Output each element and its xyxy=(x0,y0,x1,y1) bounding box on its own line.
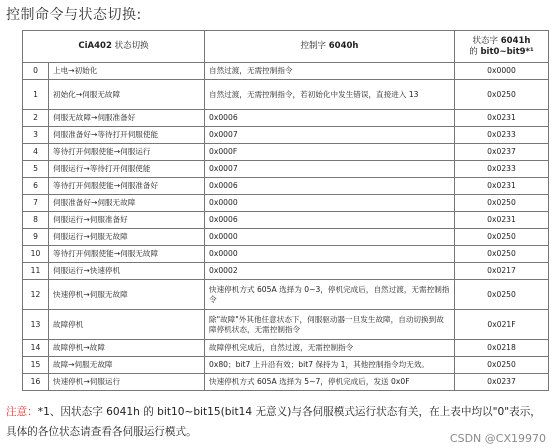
status-word-cell: 0x0250 xyxy=(455,280,549,310)
table-row xyxy=(23,246,549,263)
table-row xyxy=(23,340,549,357)
row-number: 8 xyxy=(23,212,49,229)
table-header-row xyxy=(23,31,549,63)
row-number: 14 xyxy=(23,340,49,357)
status-word-cell: 0x0250 xyxy=(455,229,549,246)
header-control-word: 控制字 6040h xyxy=(205,31,455,63)
transition-cell: 等待打开伺服使能→伺服无故障 xyxy=(49,246,205,263)
row-number: 12 xyxy=(23,280,49,310)
note-label: 注意： xyxy=(6,406,38,418)
transition-cell: 等待打开伺服使能→伺服运行 xyxy=(49,144,205,161)
header-status-word: 状态字 6041h 的 bit0~bit9*¹ xyxy=(455,31,549,63)
transition-cell: 初始化→伺服无故障 xyxy=(49,80,205,110)
table-row xyxy=(23,310,549,340)
row-number: 16 xyxy=(23,374,49,391)
status-word-cell: 0x0231 xyxy=(455,212,549,229)
transition-cell: 故障停机 xyxy=(49,310,205,340)
row-number: 5 xyxy=(23,161,49,178)
status-word-cell: 0x0000 xyxy=(455,63,549,80)
transition-cell: 等待打开伺服使能→伺服准备好 xyxy=(49,178,205,195)
transition-cell: 伺服准备好→等待打开伺服使能 xyxy=(49,127,205,144)
status-word-cell: 0x0237 xyxy=(455,144,549,161)
header-transition: CiA402 状态切换 xyxy=(23,31,205,63)
transition-cell: 伺服运行→等待打开伺服使能 xyxy=(49,161,205,178)
status-word-cell: 0x0231 xyxy=(455,178,549,195)
transition-cell: 快速停机→伺服运行 xyxy=(49,374,205,391)
table-body xyxy=(23,63,549,391)
control-word-cell: 0x0006 xyxy=(205,110,455,127)
control-word-cell: 0x0000 xyxy=(205,195,455,212)
row-number: 3 xyxy=(23,127,49,144)
status-word-cell: 0x021F xyxy=(455,310,549,340)
control-word-cell: 0x0007 xyxy=(205,127,455,144)
control-word-cell: 自然过渡，无需控制指令，若初始化中发生错误，直接进入 13 xyxy=(205,80,455,110)
row-number: 15 xyxy=(23,357,49,374)
table-row xyxy=(23,161,549,178)
status-word-cell: 0x0218 xyxy=(455,340,549,357)
control-word-cell: 0x0006 xyxy=(205,178,455,195)
row-number: 7 xyxy=(23,195,49,212)
status-word-cell: 0x0231 xyxy=(455,110,549,127)
table-row xyxy=(23,110,549,127)
state-transition-table xyxy=(22,30,549,391)
control-word-cell: 0x0007 xyxy=(205,161,455,178)
transition-cell: 伺服无故障→伺服准备好 xyxy=(49,110,205,127)
status-word-cell: 0x0250 xyxy=(455,80,549,110)
control-word-cell: 自然过渡，无需控制指令 xyxy=(205,63,455,80)
page-heading: 控制命令与状态切换: xyxy=(6,7,142,23)
row-number: 0 xyxy=(23,63,49,80)
status-word-cell: 0x0233 xyxy=(455,127,549,144)
transition-cell: 伺服运行→伺服准备好 xyxy=(49,212,205,229)
table-row xyxy=(23,144,549,161)
watermark: CSDN @CX19970 xyxy=(449,432,546,445)
transition-cell: 伺服准备好→伺服无故障 xyxy=(49,195,205,212)
row-number: 1 xyxy=(23,80,49,110)
status-word-cell: 0x0250 xyxy=(455,246,549,263)
row-number: 4 xyxy=(23,144,49,161)
control-word-cell: 0x0000 xyxy=(205,229,455,246)
control-word-cell: 故障停机完成后，自然过渡，无需控制指令 xyxy=(205,340,455,357)
status-word-cell: 0x0217 xyxy=(455,263,549,280)
table-row xyxy=(23,357,549,374)
status-word-cell: 0x0250 xyxy=(455,357,549,374)
table-row xyxy=(23,63,549,80)
table-row xyxy=(23,280,549,310)
transition-cell: 故障停机→故障 xyxy=(49,340,205,357)
status-word-cell: 0x0237 xyxy=(455,374,549,391)
table-row xyxy=(23,80,549,110)
row-number: 10 xyxy=(23,246,49,263)
table-row xyxy=(23,127,549,144)
control-word-cell: 0x000F xyxy=(205,144,455,161)
status-word-cell: 0x0250 xyxy=(455,195,549,212)
row-number: 2 xyxy=(23,110,49,127)
table-row xyxy=(23,263,549,280)
table-row xyxy=(23,195,549,212)
control-word-cell: 快速停机方式 605A 选择为 5~7，停机完成后，发送 0x0F xyxy=(205,374,455,391)
control-word-cell: 除"故障"外其他任意状态下，伺服驱动器一旦发生故障，自动切换到故障停机状态，无需控制指令 xyxy=(205,310,455,340)
row-number: 13 xyxy=(23,310,49,340)
note-text: *1、因状态字 6041h 的 bit10~bit15(bit14 无意义)与各伺服模式运行状态有关，在上表中均以"0"表示，具体的各位状态请查看各伺服运行模式。 xyxy=(6,406,541,438)
table-row xyxy=(23,229,549,246)
transition-cell: 故障→伺服无故障 xyxy=(49,357,205,374)
control-word-cell: 0x80；bit7 上升沿有效；bit7 保持为 1，其他控制指令均无效。 xyxy=(205,357,455,374)
row-number: 11 xyxy=(23,263,49,280)
table-row xyxy=(23,178,549,195)
row-number: 6 xyxy=(23,178,49,195)
row-number: 9 xyxy=(23,229,49,246)
control-word-cell: 0x0002 xyxy=(205,263,455,280)
control-word-cell: 快速停机方式 605A 选择为 0~3，停机完成后，自然过渡，无需控制指令 xyxy=(205,280,455,310)
control-word-cell: 0x0000 xyxy=(205,246,455,263)
status-word-cell: 0x0233 xyxy=(455,161,549,178)
transition-cell: 快速停机→伺服无故障 xyxy=(49,280,205,310)
transition-cell: 伺服运行→快速停机 xyxy=(49,263,205,280)
table-row xyxy=(23,374,549,391)
table-row xyxy=(23,212,549,229)
control-word-cell: 0x0006 xyxy=(205,212,455,229)
transition-cell: 上电→初始化 xyxy=(49,63,205,80)
transition-cell: 伺服运行→伺服无故障 xyxy=(49,229,205,246)
